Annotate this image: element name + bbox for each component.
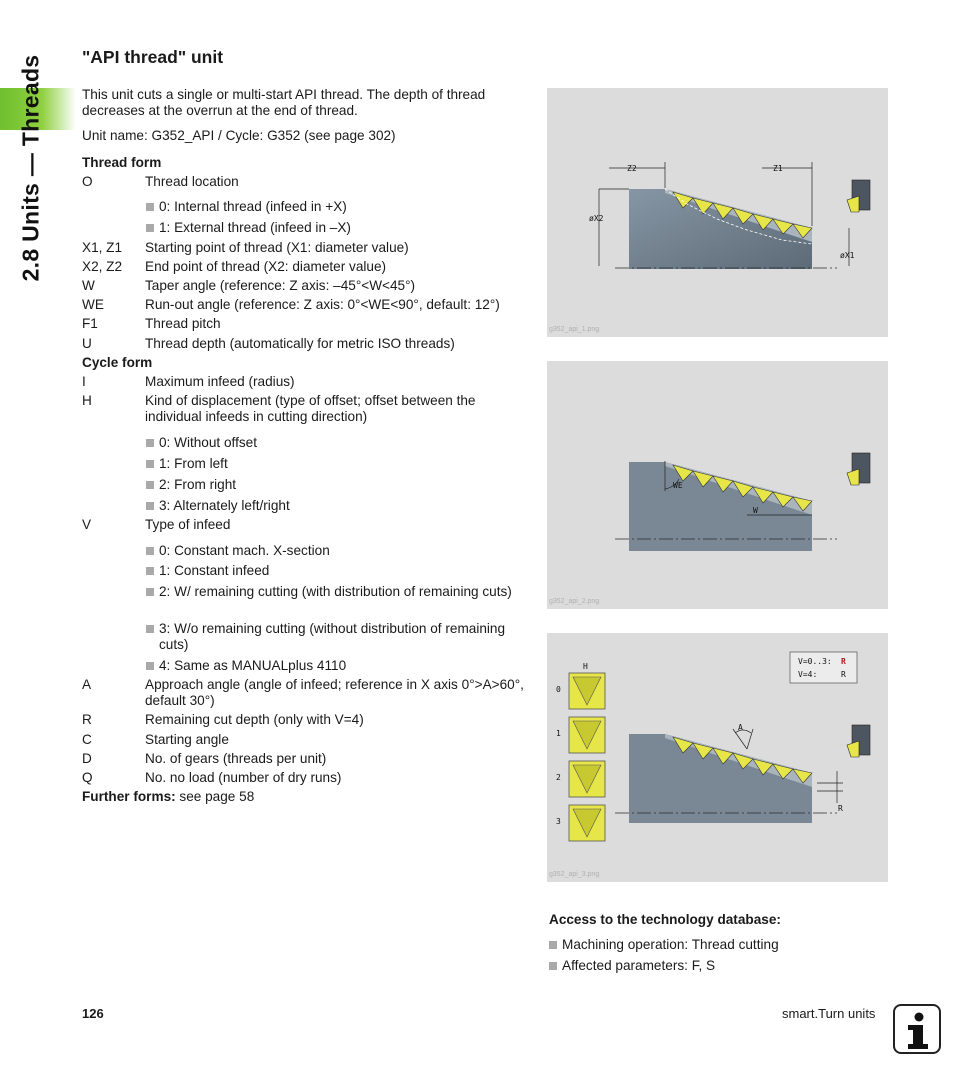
chapter-name: smart.Turn units <box>782 1006 876 1021</box>
param-key: Q <box>82 770 93 785</box>
w-label: W <box>753 506 758 515</box>
tech-db-heading: Access to the technology database: <box>549 912 781 927</box>
figure-caption: g352_api_1.png <box>549 326 600 333</box>
param-key: WE <box>82 297 104 312</box>
offset-2-label: 2 <box>556 773 561 782</box>
param-desc: Thread location <box>145 174 239 189</box>
param-key: X1, Z1 <box>82 240 123 255</box>
info-icon <box>893 1004 941 1054</box>
legend-v0-3: V=0..3: <box>798 657 832 666</box>
param-key: C <box>82 732 92 747</box>
infeed-diagram <box>547 633 888 882</box>
cycle-form-heading: Cycle form <box>82 355 153 370</box>
tool-holder-icon <box>847 180 870 212</box>
option-text: 4: Same as MANUALplus 4110 <box>159 658 347 673</box>
further-forms-link[interactable]: see page 58 <box>175 789 255 804</box>
param-key: W <box>82 278 95 293</box>
bullet-icon <box>146 502 154 510</box>
param-desc: Taper angle (reference: Z axis: –45°<W<45°) <box>145 278 416 293</box>
bullet-icon <box>549 941 557 949</box>
param-desc: Thread pitch <box>145 316 221 331</box>
param-key: U <box>82 336 92 351</box>
figure-caption: g352_api_2.png <box>549 598 600 605</box>
param-desc: Run-out angle (reference: Z axis: 0°<WE<90°, default: 12°) <box>145 297 500 312</box>
figure-caption: g352_api_3.png <box>549 871 600 878</box>
bullet-icon <box>146 662 154 670</box>
offset-1-label: 1 <box>556 729 561 738</box>
param-key: V <box>82 517 92 532</box>
param-key: R <box>82 712 92 727</box>
bullet-icon <box>549 962 557 970</box>
option-text: 3: Alternately left/right <box>159 498 290 513</box>
offset-3-label: 3 <box>556 817 561 826</box>
thread-form-heading: Thread form <box>82 155 162 170</box>
param-desc: Kind of displacement (type of offset; offset between the individual infeeds in cutting direction) <box>145 393 476 424</box>
param-desc: Starting angle <box>145 732 229 747</box>
legend-v0-3-value: R <box>841 657 846 666</box>
param-key: D <box>82 751 92 766</box>
option-text: 2: From right <box>159 477 237 492</box>
option-text: 1: Constant infeed <box>159 563 270 578</box>
angles-diagram <box>547 361 888 609</box>
param-desc: No. no load (number of dry runs) <box>145 770 342 785</box>
bullet-icon <box>146 481 154 489</box>
param-key: I <box>82 374 86 389</box>
option-text: 2: W/ remaining cutting (with distribution of remaining cuts) <box>159 584 512 599</box>
option-text: 0: Without offset <box>159 435 257 450</box>
param-key: O <box>82 174 93 189</box>
param-desc: Maximum infeed (radius) <box>145 374 295 389</box>
offset-0-label: 0 <box>556 685 561 694</box>
tech-db-item: Affected parameters: F, S <box>562 958 716 973</box>
bullet-icon <box>146 439 154 447</box>
option-text: 0: Constant mach. X-section <box>159 543 330 558</box>
x2-label: øX2 <box>589 214 604 223</box>
bullet-icon <box>146 567 154 575</box>
h-label: H <box>583 662 588 671</box>
legend-v4-value: R <box>841 670 846 679</box>
param-key: A <box>82 677 92 692</box>
r-label: R <box>838 804 843 813</box>
further-forms <box>82 789 254 805</box>
bullet-icon <box>146 224 154 232</box>
tech-db-item: Machining operation: Thread cutting <box>562 937 779 952</box>
z1-label: Z1 <box>773 164 783 173</box>
param-desc: End point of thread (X2: diameter value) <box>145 259 387 274</box>
tool-holder-icon <box>847 453 870 485</box>
figure-infeed <box>547 633 888 882</box>
tool-holder-icon <box>847 725 870 757</box>
param-key: H <box>82 393 92 408</box>
param-key: F1 <box>82 316 98 331</box>
bullet-icon <box>146 625 154 633</box>
page-number: 126 <box>82 1006 104 1021</box>
param-desc: Type of infeed <box>145 517 231 532</box>
page-title: "API thread" unit <box>82 47 224 67</box>
figure-thread-form <box>547 88 888 337</box>
param-key: X2, Z2 <box>82 259 123 274</box>
section-tab-label: 2.8 Units — Threads <box>17 54 44 282</box>
z2-label: Z2 <box>627 164 637 173</box>
param-desc: No. of gears (threads per unit) <box>145 751 327 766</box>
thread-form-diagram <box>547 88 888 337</box>
bullet-icon <box>146 588 154 596</box>
option-text: 3: W/o remaining cutting (without distribution of remaining cuts) <box>159 621 506 652</box>
we-label: WE <box>673 481 683 490</box>
bullet-icon <box>146 203 154 211</box>
legend-v4: V=4: <box>798 670 818 679</box>
section-tab <box>0 0 62 300</box>
param-desc: Remaining cut depth (only with V=4) <box>145 712 364 727</box>
param-desc: Thread depth (automatically for metric ISO threads) <box>145 336 455 351</box>
offset-samples <box>569 673 605 841</box>
further-forms-label: Further forms: <box>82 789 176 804</box>
option-text: 1: External thread (infeed in –X) <box>159 220 351 235</box>
a-label: A <box>738 723 743 732</box>
intro-text: This unit cuts a single or multi-start API thread. The depth of thread decreases at the overrun at the end of thread. <box>82 87 486 118</box>
bullet-icon <box>146 547 154 555</box>
param-desc: Starting point of thread (X1: diameter value) <box>145 240 409 255</box>
figure-angles <box>547 361 888 609</box>
option-text: 0: Internal thread (infeed in +X) <box>159 199 347 214</box>
param-desc: Approach angle (angle of infeed; reference in X axis 0°>A>60°, default 30°) <box>145 677 524 708</box>
unit-name: Unit name: G352_API / Cycle: G352 (see page 302) <box>82 128 396 143</box>
bullet-icon <box>146 460 154 468</box>
x1-label: øX1 <box>840 251 855 260</box>
option-text: 1: From left <box>159 456 228 471</box>
